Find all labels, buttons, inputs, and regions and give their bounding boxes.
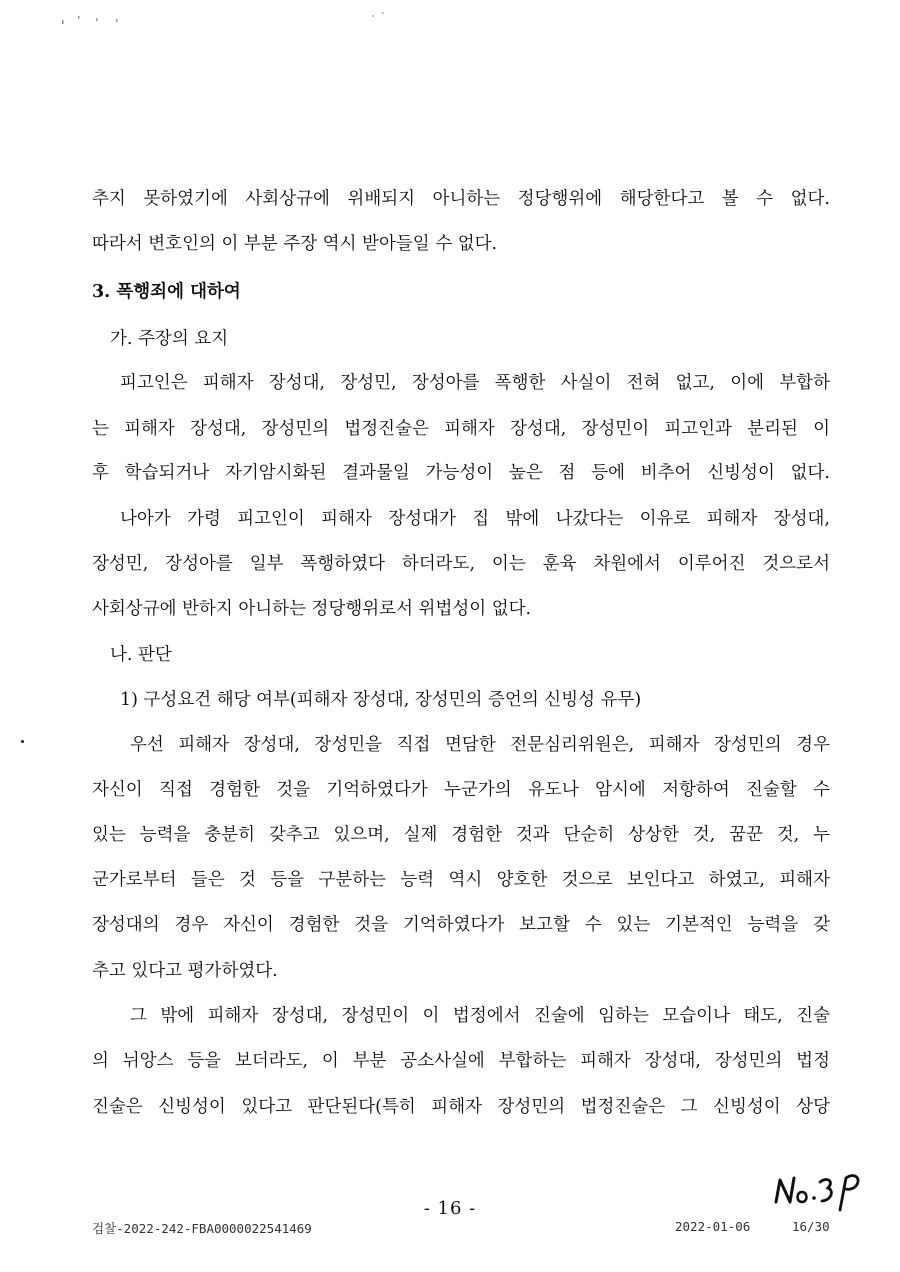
body-line-9: 장성민, 장성아를 일부 폭행하였다 하더라도, 이는 훈육 차원에서 이루어진 것으로서	[92, 554, 830, 574]
body-line-16: 군가로부터 들은 것 등을 구분하는 능력 역시 양호한 것으로 보인다고 하였고, 피해자	[92, 870, 830, 890]
page-number: - 16 -	[423, 1198, 477, 1219]
body-line-14: 자신이 직접 경험한 것을 기억하였다가 누군가의 유도나 암시에 저항하여 진술할 수	[92, 780, 830, 800]
body-line-2: 따라서 변호인의 이 부분 주장 역시 받아들일 수 없다.	[92, 234, 498, 254]
scan-specks	[60, 10, 420, 30]
body-line-6: 는 피해자 장성대, 장성민의 법정진술은 피해자 장성대, 장성민이 피고인과 분리된 이	[92, 419, 830, 439]
section-heading: 3. 폭행죄에 대하여	[92, 282, 241, 302]
body-line-21: 진술은 신빙성이 있다고 판단된다(특히 피해자 장성민의 법정진술은 그 신빙성이 상당	[92, 1097, 830, 1117]
body-line-19: 그 밖에 피해자 장성대, 장성민이 이 법정에서 진술에 임하는 모습이나 태도, 진술	[130, 1006, 830, 1026]
body-line-15: 있는 능력을 충분히 갖추고 있으며, 실제 경험한 것과 단순히 상상한 것, 꿈꾼 것, 누	[92, 825, 830, 845]
subsection-heading-claims: 가. 주장의 요지	[110, 329, 229, 349]
body-line-10: 사회상규에 반하지 아니하는 정당행위로서 위법성이 없다.	[92, 599, 532, 619]
body-line-5: 피고인은 피해자 장성대, 장성민, 장성아를 폭행한 사실이 전혀 없고, 이에 부합하	[120, 373, 830, 393]
body-line-8: 나아가 가령 피고인이 피해자 장성대가 집 밖에 나갔다는 이유로 피해자 장성대,	[120, 509, 830, 529]
body-line-7: 후 학습되거나 자기암시화된 결과물일 가능성이 높은 점 등에 비추어 신빙성이 없다.	[92, 463, 830, 483]
subsection-heading-judgment: 나. 판단	[110, 645, 172, 665]
scan-dot	[21, 740, 24, 743]
body-line-1: 추지 못하였기에 사회상규에 위배되지 아니하는 정당행위에 해당한다고 볼 수 없다.	[92, 189, 830, 209]
body-line-17: 장성대의 경우 자신이 경험한 것을 기억하였다가 보고할 수 있는 기본적인 능력을 갖	[92, 915, 830, 935]
body-line-13: 우선 피해자 장성대, 장성민을 직접 면담한 전문심리위원은, 피해자 장성민의 경우	[130, 735, 830, 755]
footer-date: 2022-01-06	[675, 1219, 751, 1234]
body-line-20: 의 뉘앙스 등을 보더라도, 이 부분 공소사실에 부합하는 피해자 장성대, 장성민의 법정	[92, 1051, 830, 1071]
handwritten-page-stamp	[772, 1168, 864, 1216]
item-heading: 1) 구성요건 해당 여부(피해자 장성대, 장성민의 증언의 신빙성 유무)	[120, 690, 642, 710]
footer-document-id: 검찰-2022-242-FBA0000022541469	[92, 1221, 312, 1236]
body-line-18: 추고 있다고 평가하였다.	[92, 961, 278, 981]
footer-page-count: 16/30	[792, 1219, 830, 1234]
